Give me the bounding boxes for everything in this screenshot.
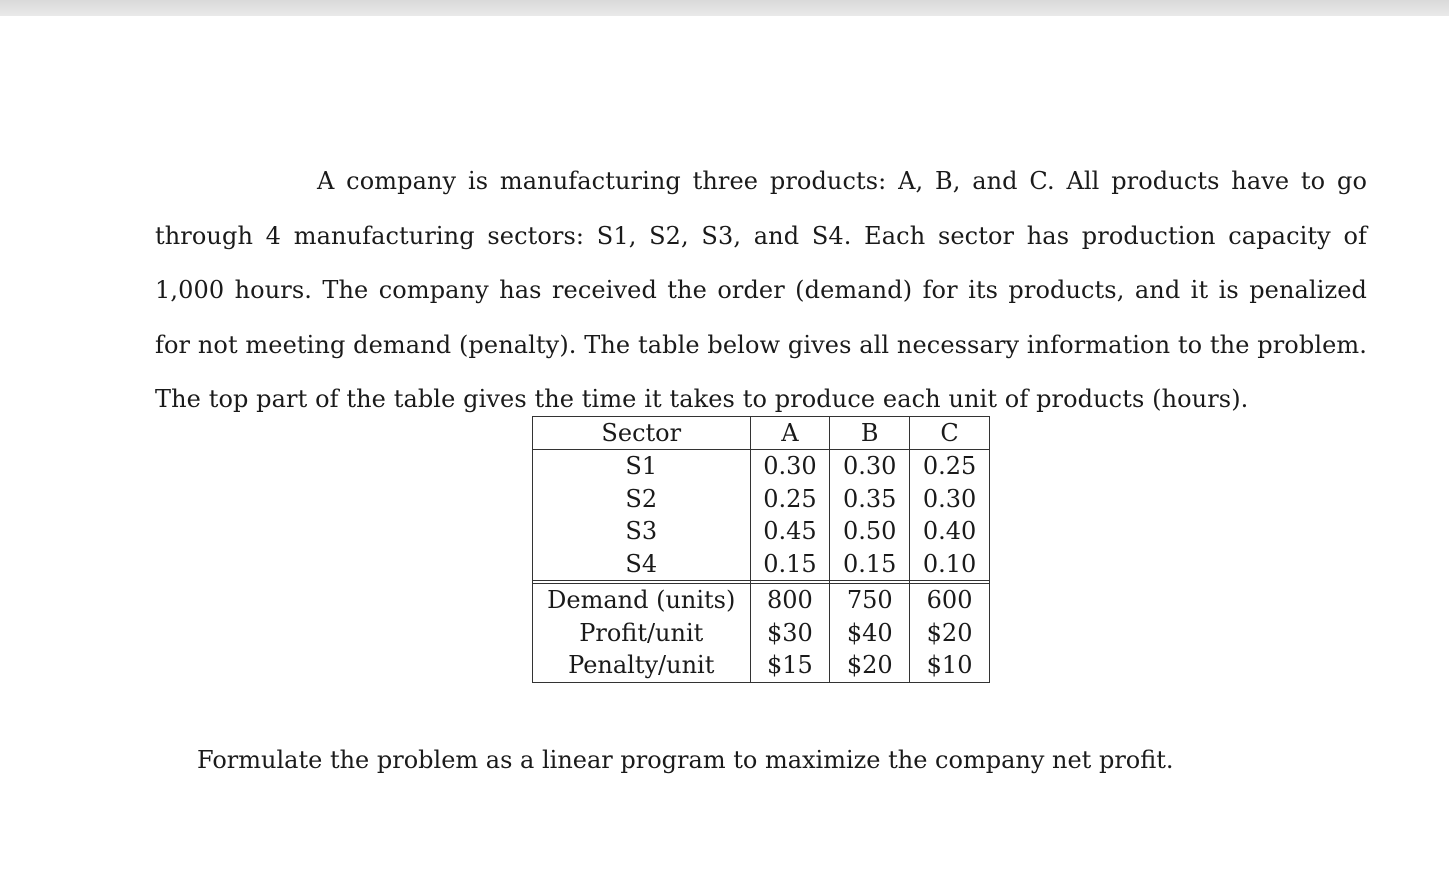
header-cell: B <box>830 417 910 450</box>
header-cell: A <box>750 417 830 450</box>
table-cell: 0.30 <box>750 450 830 483</box>
table-cell: 600 <box>910 584 990 617</box>
table-row <box>533 584 990 617</box>
product-data-table <box>532 416 990 683</box>
table-cell: 0.25 <box>910 450 990 483</box>
table-cell: 750 <box>830 584 910 617</box>
table-cell: 800 <box>750 584 830 617</box>
table-cell: S4 <box>533 548 751 581</box>
table-cell: 0.15 <box>830 548 910 581</box>
table-cell: $20 <box>910 617 990 650</box>
table-cell: $15 <box>750 649 830 682</box>
table-cell: 0.40 <box>910 515 990 548</box>
table-cell: 0.35 <box>830 483 910 516</box>
table-row <box>533 548 990 581</box>
table-cell: Penalty/unit <box>533 649 751 682</box>
table-cell: 0.30 <box>830 450 910 483</box>
table-header-row <box>533 417 990 450</box>
header-cell: C <box>910 417 990 450</box>
table-cell: $10 <box>910 649 990 682</box>
table-row <box>533 450 990 483</box>
table-row <box>533 515 990 548</box>
table-row <box>533 483 990 516</box>
table-cell: 0.45 <box>750 515 830 548</box>
table-cell: 0.25 <box>750 483 830 516</box>
window-top-bar <box>0 0 1449 16</box>
intro-paragraph: A company is manufacturing three products: A, B, and C. All products have to go through 4 manufacturing sectors: S1, S2, S3, and S4. Each sector has production capacity of 1,000 hours. The company has received the order (demand) for its products, and it is penalized for not meeting demand (penalty). The table below gives all necessary information to the problem. The top part of the table gives the time it takes to produce each unit of products (hours). <box>155 167 1367 413</box>
table-cell: S3 <box>533 515 751 548</box>
table-cell: 0.30 <box>910 483 990 516</box>
table-cell: 0.15 <box>750 548 830 581</box>
table-cell: Demand (units) <box>533 584 751 617</box>
table-row <box>533 617 990 650</box>
table-cell: $40 <box>830 617 910 650</box>
table-row <box>533 649 990 682</box>
header-cell: Sector <box>533 417 751 450</box>
table-cell: 0.10 <box>910 548 990 581</box>
instruction-text: Formulate the problem as a linear program to maximize the company net profit. <box>197 746 1174 774</box>
table-cell: $20 <box>830 649 910 682</box>
table-cell: Profit/unit <box>533 617 751 650</box>
table-cell: S1 <box>533 450 751 483</box>
table-cell: $30 <box>750 617 830 650</box>
table-cell: S2 <box>533 483 751 516</box>
table-cell: 0.50 <box>830 515 910 548</box>
